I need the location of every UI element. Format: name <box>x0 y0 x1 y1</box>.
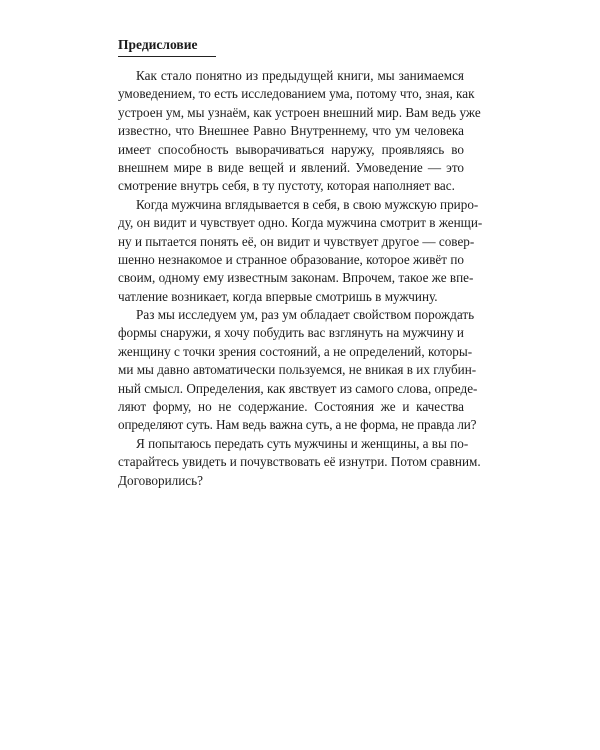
text-line: ляют форму, но не содержание. Состояния же и качества <box>118 399 464 415</box>
text-line: своим, одному ему известным законам. Впрочем, такое же впе- <box>118 270 474 286</box>
header-rule <box>118 56 216 57</box>
paragraph-2 <box>118 196 483 306</box>
paragraph-4 <box>118 435 481 490</box>
text-line: умоведением, то есть исследованием ума, потому что, зная, как <box>118 86 475 102</box>
text-line: ну и пытается понять её, он видит и чувствует другое — совер- <box>118 233 475 249</box>
text-line: формы снаружи, я хочу побудить вас взглянуть на мужчину и <box>118 325 464 341</box>
text-line: шенно незнакомое и странное образование, которое живёт по <box>118 251 464 267</box>
paragraph-1 <box>118 67 481 196</box>
text-line: Как стало понятно из предыдущей книги, мы занимаемся <box>136 68 464 83</box>
text-line: ду, он видит и чувствует одно. Когда мужчина смотрит в женщи- <box>118 215 483 231</box>
text-line: внешнем мире в виде вещей и явлений. Умоведение — это <box>118 159 464 175</box>
body-text <box>118 67 483 490</box>
text-line: смотрение внутрь себя, в ту пустоту, которая наполняет вас. <box>118 178 455 194</box>
text-line: ми мы давно автоматически пользуемся, не вникая в их глубин- <box>118 362 477 378</box>
text-line: Договорились? <box>118 472 204 488</box>
paragraph-3 <box>118 306 478 435</box>
text-line: Когда мужчина вглядывается в себя, в свою мужскую приро- <box>136 196 479 212</box>
text-line: чатление возникает, когда впервые смотришь в мужчину. <box>118 288 438 304</box>
text-line: Раз мы исследуем ум, раз ум обладает свойством порождать <box>136 307 475 323</box>
text-line: устроен ум, мы узнаём, как устроен внешний мир. Вам ведь уже <box>118 104 481 120</box>
text-line: Я попытаюсь передать суть мужчины и женщины, а вы по- <box>136 435 469 451</box>
text-line: женщину с точки зрения состояний, а не определений, которы- <box>118 343 473 359</box>
text-line: имеет способность выворачиваться наружу, проявляясь во <box>118 141 464 157</box>
section-title: Предисловие <box>118 37 198 52</box>
text-line: ный смысл. Определения, как явствует из самого слова, опреде- <box>118 380 478 396</box>
text-line: известно, что Внешнее Равно Внутреннему, что ум человека <box>118 123 464 139</box>
text-line: определяют суть. Нам ведь важна суть, а не форма, не правда ли? <box>118 417 477 433</box>
text-line: старайтесь увидеть и почувствовать её изнутри. Потом сравним. <box>118 454 481 470</box>
